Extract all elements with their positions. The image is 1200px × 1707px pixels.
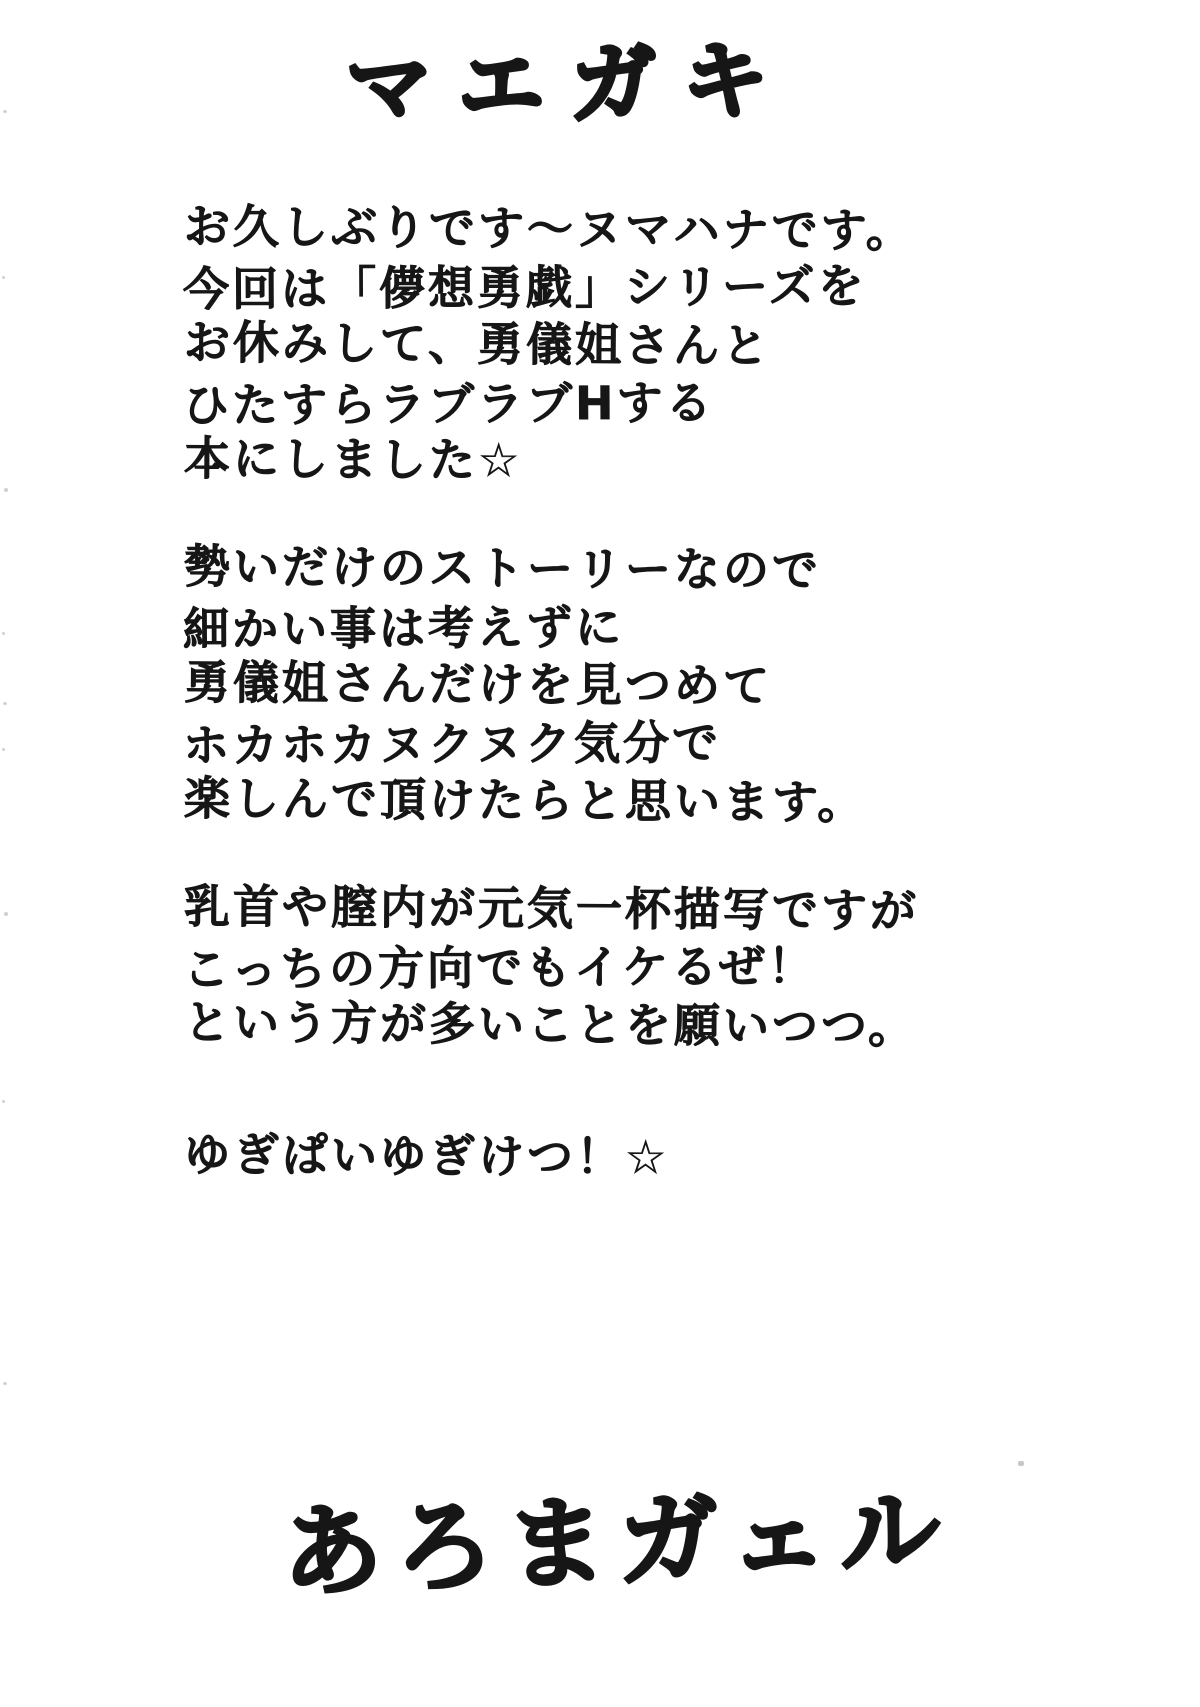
artist-signature: あろまガェル <box>280 1471 954 1612</box>
paragraph-closing <box>183 1128 1083 1186</box>
page-title: マエガキ <box>344 30 795 140</box>
paragraph-intro <box>183 200 1083 490</box>
handwritten-line: 勢いだけのストーリーなので <box>183 539 822 598</box>
scan-speck <box>2 632 5 635</box>
scan-speck <box>3 1382 7 1385</box>
handwritten-line: 勇儀姐さんだけを見つめて <box>183 655 773 713</box>
scan-speck <box>2 748 5 751</box>
handwritten-line: こっちの方向でもイケるぜ！ <box>182 939 817 997</box>
paragraph-story-note <box>183 540 1083 830</box>
handwritten-line: ゆぎぱいゆぎけつ！☆ <box>183 1127 670 1185</box>
handwritten-line: 本にしました☆ <box>183 431 523 488</box>
handwritten-line: という方が多いことを願いつつ。 <box>183 995 918 1054</box>
handwritten-line: お久しぶりです〜ヌマハナです。 <box>183 199 916 258</box>
scan-speck <box>2 276 5 279</box>
scan-speck <box>3 110 7 113</box>
scan-speck <box>3 702 7 705</box>
handwritten-line: 今回は「儚想勇戯」シリーズを <box>182 258 867 317</box>
handwritten-line: 乳首や膣内が元気一杯描写ですが <box>183 879 920 938</box>
scan-speck <box>2 1100 5 1103</box>
scan-speck <box>4 912 8 916</box>
handwritten-line: お休みして、勇儀姐さんと <box>183 315 772 373</box>
handwritten-line: 楽しんで頂けたらと思います。 <box>183 771 867 830</box>
paragraph-wish <box>183 880 1083 1054</box>
handwritten-line: ホカホカヌクヌク気分で <box>182 715 722 773</box>
handwritten-line: 細かい事は考えずに <box>182 600 625 657</box>
foreword-body <box>183 200 1083 1236</box>
scan-speck <box>1018 1461 1024 1466</box>
handwritten-line: ひたすらラブラブHする <box>182 375 715 433</box>
scan-speck <box>4 488 8 492</box>
